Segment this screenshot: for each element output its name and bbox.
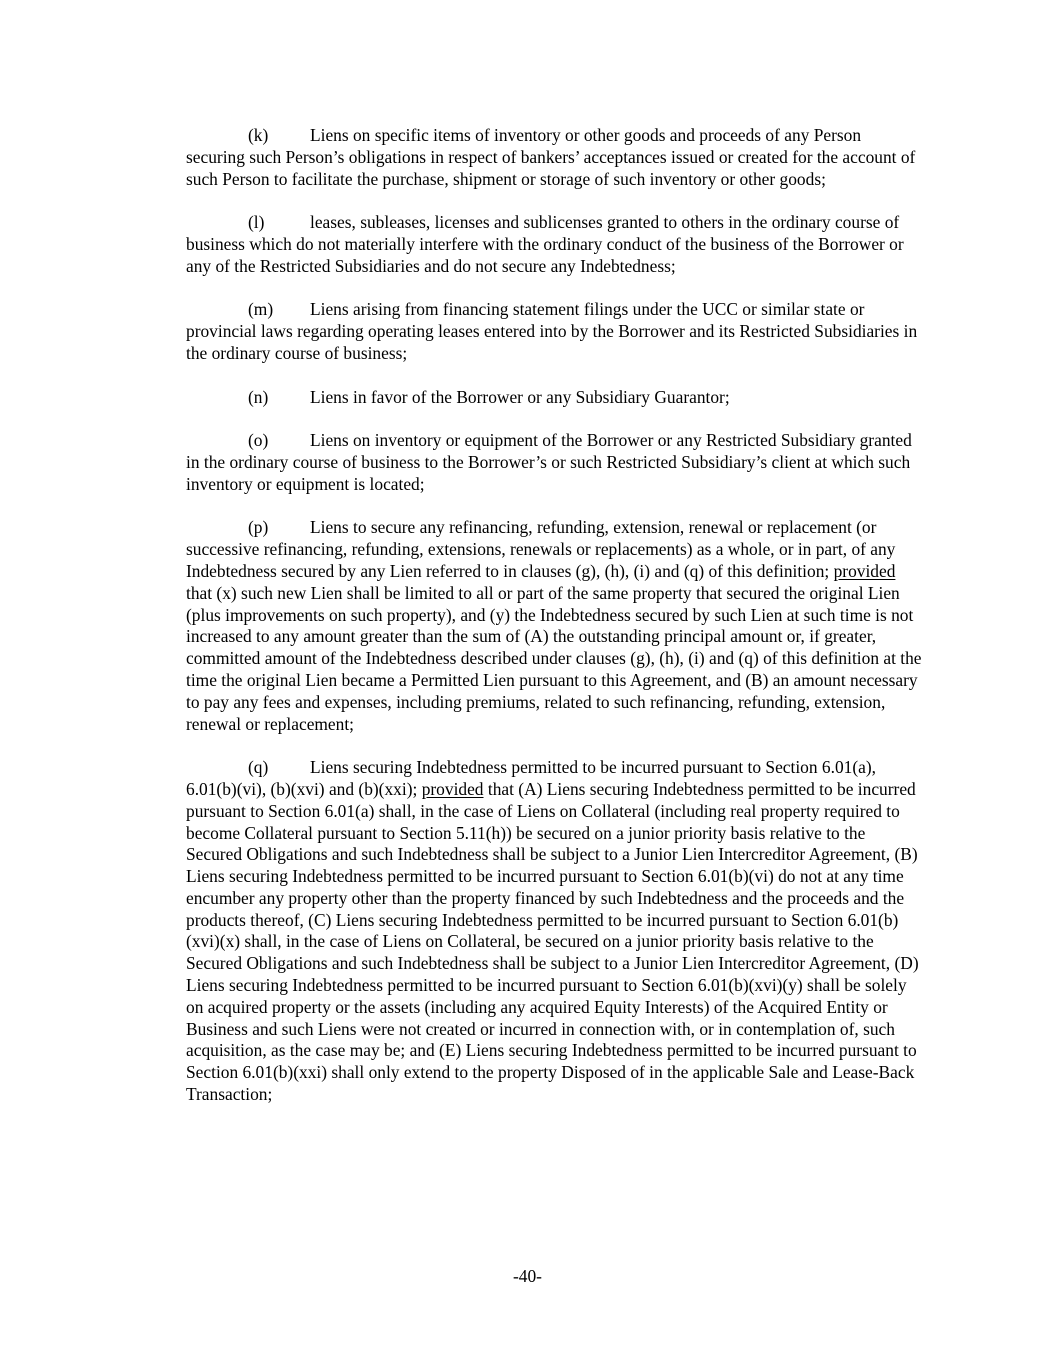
clause-o [186, 430, 922, 495]
clause-label: (k) [248, 125, 269, 145]
clause-m [186, 299, 922, 364]
page-number: -40- [513, 1266, 542, 1286]
clause-text-continued: that (A) Liens securing Indebtedness permitted to be incurred pursuant to Section 6.01(a) shall, in the case of Liens on Collateral (including real property required to become Collateral pursuant to Section 5.11(h)) be secured on a junior priority basis relative to the Secured Obligations and such Indebtedness shall be subject to a Junior Lien Intercreditor Agreement, (B) Liens securing Indebtedness permitted to be incurred pursuant to Section 6.01(b)(vi) do not at any time encumber any property other than the property financed by such Indebtedness and the proceeds and the products thereof, (C) Liens securing Indebtedness permitted to be incurred pursuant to Section 6.01(b)(xvi)(x) shall, in the case of Liens on Collateral, be secured on a junior priority basis relative to the Secured Obligations and such Indebtedness shall be subject to a Junior Lien Intercreditor Agreement, (D) Liens securing Indebtedness permitted to be incurred pursuant to Section 6.01(b)(xvi)(y) shall be solely on acquired property or the assets (including any acquired Equity Interests) of the Acquired Entity or Business and such Liens were not created or incurred in connection with, or in contemplation of, such acquisition, as the case may be; and (E) Liens securing Indebtedness permitted to be incurred pursuant to Section 6.01(b)(xxi) shall only extend to the property Disposed of in the applicable Sale and Lease-Back Transaction; [186, 778, 919, 1105]
clause-text: Liens to secure any refinancing, refunding, extension, renewal or replacement (or successive refinancing, refunding, extensions, renewals or replacements) as a whole, or in part, of any Indebtedness secured by any Lien referred to in clauses (g), (h), (i) and (q) of this definition; [186, 517, 896, 581]
clause-q [186, 757, 922, 1106]
clause-text: Liens arising from financing statement filings under the UCC or similar state or provincial laws regarding operating leases entered into by the Borrower and its Restricted Subsidiaries in the ordinary course of business; [186, 299, 918, 363]
document-body [186, 125, 922, 1128]
clause-k [186, 125, 922, 190]
clause-text: Liens securing Indebtedness permitted to be incurred pursuant to Section 6.01(a), 6.01(b)(vi), (b)(xvi) and (b)(xxi); [186, 757, 877, 799]
clause-text-continued: that (x) such new Lien shall be limited to all or part of the same property that secured the original Lien (plus improvements on such property), and (y) the Indebtedness secured by such Lien at such time is not increased to any amount greater than the sum of (A) the outstanding principal amount or, if greater, committed amount of the Indebtedness described under clauses (g), (h), (i) and (q) of this definition at the time the original Lien became a Permitted Lien pursuant to this Agreement, and (B) an amount necessary to pay any fees and expenses, including premiums, related to such refinancing, refunding, extension, renewal or replacement; [186, 582, 922, 734]
provided-underlined: provided [421, 778, 484, 799]
clause-label: (m) [248, 299, 274, 320]
clause-p [186, 517, 922, 735]
clause-label: (p) [248, 517, 269, 538]
clause-label: (q) [248, 757, 269, 778]
clause-text: Liens on inventory or equipment of the Borrower or any Restricted Subsidiary granted in the ordinary course of business to the Borrower’s or such Restricted Subsidiary’s client at which such inventory or equipment is located; [186, 430, 912, 494]
provided-underlined: provided [833, 560, 896, 581]
clause-label: (n) [248, 386, 269, 407]
clause-text: Liens on specific items of inventory or other goods and proceeds of any Person securing such Person’s obligations in respect of bankers’ acceptances issued or created for the account of such Person to facilitate the purchase, shipment or storage of such inventory or other goods; [186, 125, 916, 189]
clause-label: (l) [248, 212, 265, 233]
clause-n [186, 387, 922, 409]
clause-l [186, 212, 922, 277]
clause-label: (o) [248, 430, 269, 451]
clause-text: Liens in favor of the Borrower or any Subsidiary Guarantor; [310, 386, 730, 407]
clause-text: leases, subleases, licenses and sublicenses granted to others in the ordinary course of business which do not materially interfere with the ordinary conduct of the business of the Borrower or any of the Restricted Subsidiaries and do not secure any Indebtedness; [186, 212, 904, 276]
